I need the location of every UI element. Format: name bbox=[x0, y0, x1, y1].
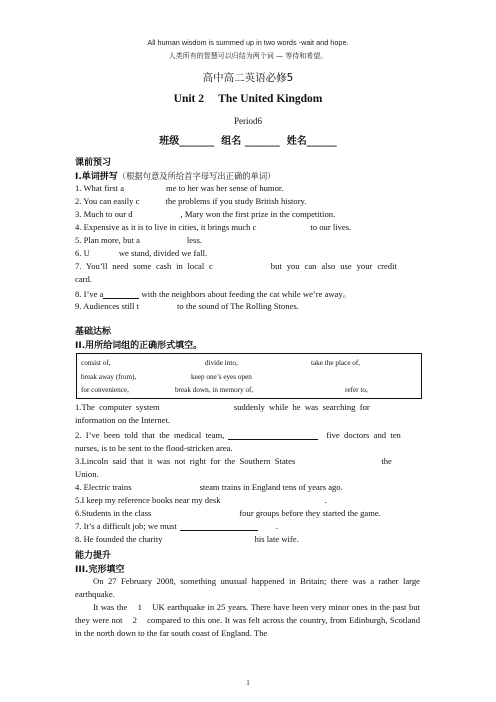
basic-item-5 bbox=[75, 495, 327, 505]
item-text: 8. I’ve a bbox=[75, 289, 104, 299]
preview-item-7-cont: card. bbox=[75, 274, 92, 284]
preview-item-5 bbox=[75, 235, 202, 245]
header-quote-en: All human wisdom is summed up in two words -wait and hope. bbox=[147, 38, 349, 47]
item-text: five doctors and ten bbox=[326, 430, 401, 440]
part1-heading bbox=[75, 169, 275, 182]
item-text: suddenly while he was searching for bbox=[233, 402, 370, 412]
part2-heading: II.用所给词组的正确形式填空。 bbox=[75, 341, 203, 351]
preview-item-6 bbox=[75, 248, 207, 258]
preview-item-9 bbox=[75, 301, 299, 311]
item-text: 9. Audiences still t bbox=[75, 301, 139, 311]
phrase: refer to, bbox=[345, 386, 368, 394]
unit-title: Unit 2 The United Kingdom bbox=[173, 93, 323, 105]
preview-item-2 bbox=[75, 196, 306, 206]
basic-item-3-cont: Union. bbox=[75, 469, 99, 479]
item-text: but you can also use your credit bbox=[270, 261, 397, 271]
item-text: the bbox=[381, 456, 392, 466]
preview-item-1 bbox=[75, 183, 283, 193]
item-text: 8. He founded the charity bbox=[75, 534, 163, 544]
answer-blank bbox=[180, 521, 258, 531]
part1-note: （根据句意及所给首字母写出正确的单词） bbox=[117, 171, 276, 181]
part3-heading: III.完形填空 bbox=[75, 565, 125, 575]
cloze-paragraph-2: It was the 1 UK earthquake in 25 years. There have been very minor ones in the past but they were not 2 compared to this one. It was felt across the country, from Edinburgh, Scotland in the north down to the far south coast of England. The bbox=[75, 602, 423, 638]
phrase: divide into, bbox=[205, 359, 238, 367]
basic-item-6 bbox=[75, 508, 381, 518]
basic-item-8 bbox=[75, 534, 299, 544]
item-text: less. bbox=[186, 235, 202, 245]
basic-item-1 bbox=[75, 402, 420, 412]
phrase: break down, in memory of, bbox=[175, 386, 254, 394]
class-group-name-line: 班级_______ 组名 _______ 姓名______ bbox=[159, 136, 337, 147]
basic-item-1-cont: information on the Internet. bbox=[75, 415, 170, 425]
item-text: 1. What first a bbox=[75, 183, 125, 193]
item-text: 6. U bbox=[75, 248, 90, 258]
item-text: to the sound of The Rolling Stones. bbox=[176, 301, 299, 311]
item-text: 1.The computer system bbox=[75, 402, 160, 412]
phrase: break away (from), bbox=[81, 373, 137, 381]
cloze-paragraph-1: On 27 February 2008, something unusual happened in Britain; there was a rather large earthquake. bbox=[75, 576, 420, 599]
preview-item-3 bbox=[75, 209, 335, 219]
item-text: 2. You can easily c bbox=[75, 196, 140, 206]
answer-blank bbox=[228, 430, 318, 440]
period-label: Period6 bbox=[234, 116, 262, 126]
preview-heading: 课前预习 bbox=[75, 158, 112, 168]
item-text: 4. Expensive as it is to live in cities, it brings much c bbox=[75, 222, 257, 232]
item-text: 2. I’ve been told that the medical team, bbox=[75, 430, 225, 440]
answer-blank bbox=[103, 289, 139, 299]
item-text: 3.Lincoln said that it was not right for the Southern States bbox=[75, 456, 296, 466]
item-text: the problems if you study British history. bbox=[165, 196, 307, 206]
part1-title: I.单词拼写 bbox=[75, 172, 118, 182]
item-text: 6.Students in the class bbox=[75, 508, 152, 518]
item-text: 3. Much to our d bbox=[75, 209, 133, 219]
item-text: me to her was her sense of humor. bbox=[166, 183, 284, 193]
item-text: 7. It’s a difficult job; we must bbox=[75, 521, 177, 531]
item-text: his late wife. bbox=[254, 534, 299, 544]
item-text: , Mary won the first prize in the competition. bbox=[180, 209, 336, 219]
phrase-box bbox=[76, 353, 422, 399]
preview-item-7 bbox=[75, 261, 420, 271]
preview-item-4 bbox=[75, 222, 351, 232]
advance-heading: 能力提升 bbox=[75, 551, 112, 561]
item-text: . bbox=[275, 521, 278, 531]
page-number: 1 bbox=[246, 679, 250, 687]
item-text: 5.I keep my reference books near my desk bbox=[75, 495, 221, 505]
basic-item-3 bbox=[75, 456, 392, 466]
item-text: with the neighbors about feeding the cat while we’re away。 bbox=[139, 289, 352, 299]
header-quote-cn: 人类所有的智慧可以归结为两个词 — 等待和希望。 bbox=[168, 52, 328, 60]
item-text: 7. You’ll need some cash in local c bbox=[75, 261, 213, 271]
phrase: take the place of, bbox=[311, 359, 361, 367]
basic-item-4 bbox=[75, 482, 343, 492]
phrase: for convenience, bbox=[81, 386, 129, 394]
item-text: to our lives. bbox=[310, 222, 352, 232]
item-text: steam trains in England tens of years ago. bbox=[199, 482, 343, 492]
basic-heading: 基础达标 bbox=[75, 327, 112, 337]
phrase: keep one’s eyes open bbox=[191, 373, 252, 381]
phrase: consist of, bbox=[81, 359, 111, 367]
item-text: four groups before they started the game. bbox=[239, 508, 381, 518]
item-text: 5. Plan more, but a bbox=[75, 235, 140, 245]
basic-item-7 bbox=[75, 521, 278, 531]
basic-item-2 bbox=[75, 430, 401, 440]
item-text: 4. Electric trains bbox=[75, 482, 132, 492]
item-text: we stand, divided we fall. bbox=[118, 248, 208, 258]
basic-item-2-cont: nurses, is to be sent to the flood-stricken area. bbox=[75, 443, 233, 453]
item-text: . bbox=[324, 495, 327, 505]
doc-title: 高中高二英语必修5 bbox=[202, 72, 294, 84]
preview-item-8 bbox=[75, 288, 351, 300]
